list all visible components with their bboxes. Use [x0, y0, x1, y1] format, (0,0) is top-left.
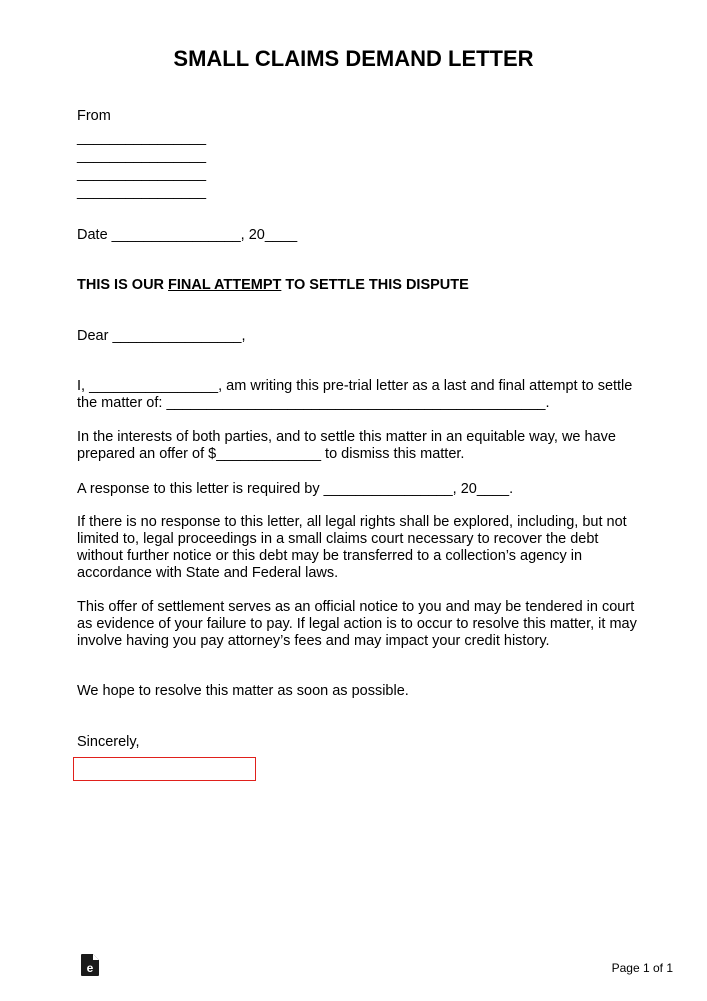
closing: Sincerely, [77, 734, 140, 750]
from-line-3: ________________ [77, 166, 207, 182]
heading-part-1: THIS IS OUR [77, 277, 169, 293]
from-line-2: ________________ [77, 148, 207, 164]
paragraph-response-deadline: A response to this letter is required by ________________, 20____. [77, 481, 514, 497]
paragraph-offer: In the interests of both parties, and to settle this matter in an equitable way, we have prepared an offer of $_____________ to dismiss this matter. [77, 429, 616, 462]
from-line-1: ________________ [77, 130, 207, 146]
document-title: SMALL CLAIMS DEMAND LETTER [173, 46, 534, 71]
date-line: Date ________________, 20____ [77, 227, 298, 243]
from-line-4: ________________ [77, 184, 207, 200]
heading-part-2: TO SETTLE THIS DISPUTE [281, 277, 469, 293]
from-label: From [77, 108, 111, 124]
paragraph-settlement-notice: This offer of settlement serves as an official notice to you and may be tendered in court as evidence of your failure to pay. If legal action is to occur to resolve this matter, it may involve having you pay attorney’s fees and may impact your credit history. [77, 599, 637, 649]
paragraph-resolve: We hope to resolve this matter as soon as possible. [77, 683, 409, 699]
signature-field[interactable] [73, 757, 256, 781]
salutation: Dear ________________, [77, 328, 246, 344]
svg-text:e: e [86, 961, 94, 975]
paragraph-legal-rights: If there is no response to this letter, all legal rights shall be explored, including, but not limited to, legal proceedings in a small claims court necessary to recover the debt without further notice or this debt may be transferred to a collection’s agency in accordance with State and Federal laws. [77, 514, 627, 581]
eforms-logo-icon [81, 954, 99, 976]
page-number: Page 1 of 1 [611, 961, 673, 975]
final-attempt-heading [77, 277, 469, 294]
paragraph-intro: I, ________________, am writing this pre-trial letter as a last and final attempt to settle the matter of: _______________________________________________. [77, 378, 633, 411]
heading-underlined: FINAL ATTEMPT [168, 277, 282, 293]
